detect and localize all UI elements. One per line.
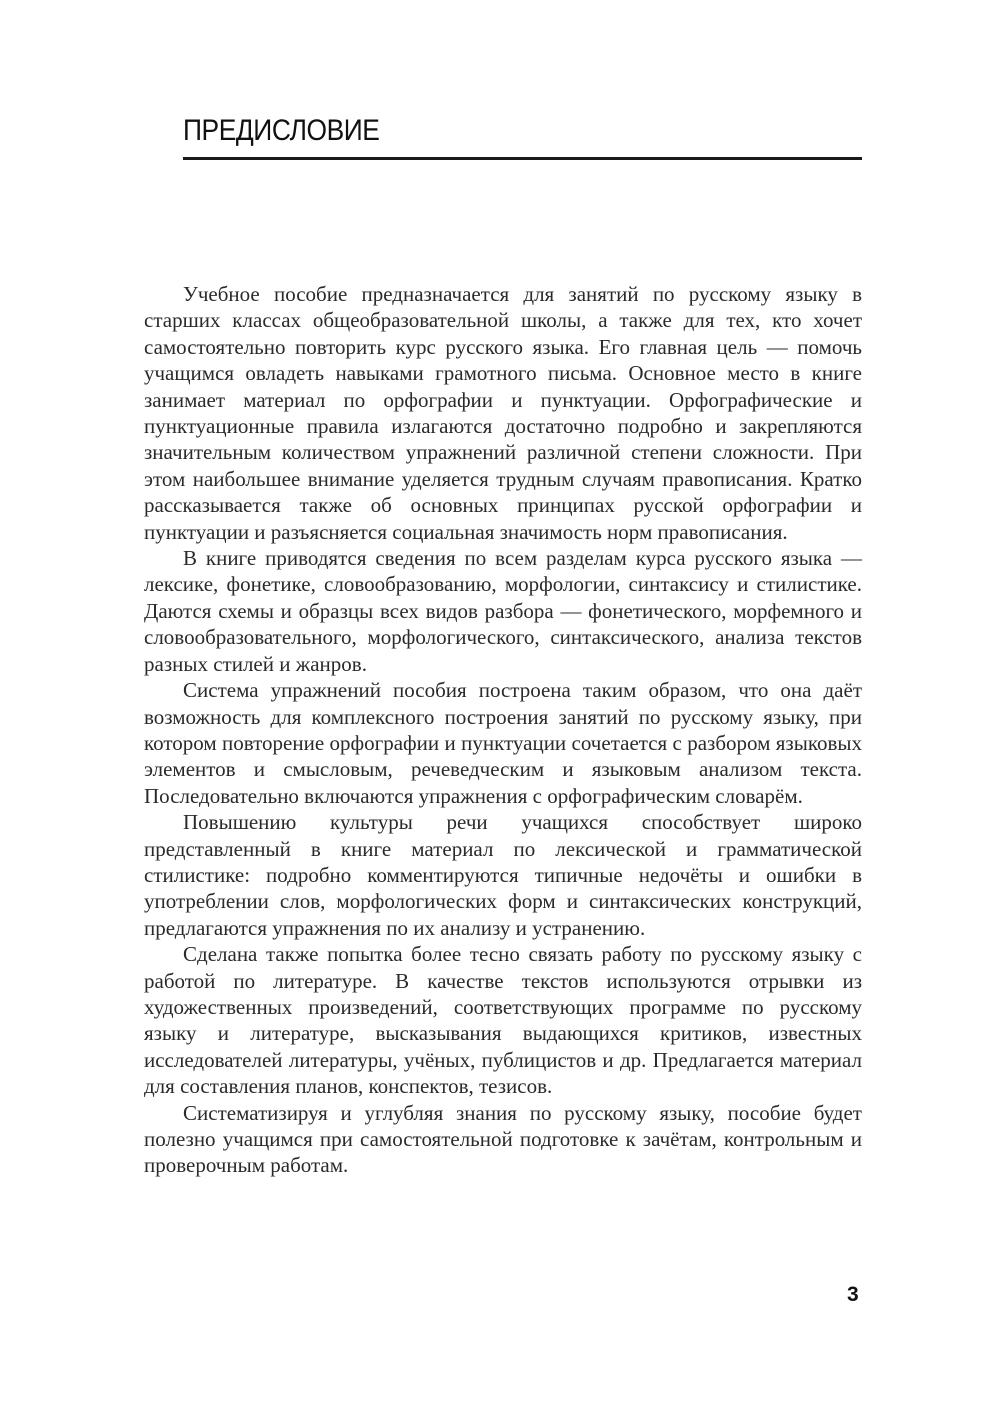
page-title: ПРЕДИСЛОВИЕ [183, 114, 380, 147]
paragraph-1: Учебное пособие предназначается для занятий по русскому языку в старших классах общеобразовательной школы, а также для тех, кто хочет самостоятельно повторить курс русского языка. Его главная цель — помочь учащимся овладеть навыками грамотного письма. Основное место в книге занимает материал по орфографии и пунктуации. Орфографические и пунктуационные правила излагаются достаточно подробно и закрепляются значительным количеством упражнений различной степени сложности. При этом наибольшее внимание уделяется трудным случаям правописания. Кратко рассказывается также об основных принципах русской орфографии и пунктуации и разъясняется социальная значимость норм правописания. [144, 282, 862, 544]
preface-body [144, 281, 862, 1179]
paragraph-4: Повышению культуры речи учащихся способствует широко представленный в книге материал по лексической и грамматической стилистике: подробно комментируются типичные недочёты и ошибки в употреблении слов, морфологических форм и синтаксических конструкций, предлагаются упражнения по их анализу и устранению. [144, 810, 862, 940]
paragraph-5: Сделана также попытка более тесно связать работу по русскому языку с работой по литературе. В качестве текстов используются отрывки из художественных произведений, соответствующих программе по русскому языку и литературе, высказывания выдающихся критиков, известных исследователей литературы, учёных, публицистов и др. Предлагается материал для составления планов, конспектов, тезисов. [144, 942, 862, 1099]
paragraph-6: Систематизируя и углубляя знания по русскому языку, пособие будет полезно учащимся при самостоятельной подготовке к зачётам, контрольным и проверочным работам. [144, 1100, 862, 1178]
page-number: 3 [847, 1283, 859, 1306]
paragraph-3: Система упражнений пособия построена таким образом, что она даёт возможность для комплексного построения занятий по русскому языку, при котором повторение орфографии и пунктуации сочетается с разбором языковых элементов и смысловым, речеведческим и языковым анализом текста. Последовательно включаются упражнения с орфографическим словарём. [144, 678, 862, 808]
paragraph-2: В книге приводятся сведения по всем разделам курса русского языка — лексике, фонетике, словообразованию, морфологии, синтаксису и стилистике. Даются схемы и образцы всех видов разбора — фонетического, морфемного и словообразовательного, морфологического, синтаксического, анализа текстов разных стилей и жанров. [144, 546, 862, 676]
title-underline [183, 157, 862, 160]
